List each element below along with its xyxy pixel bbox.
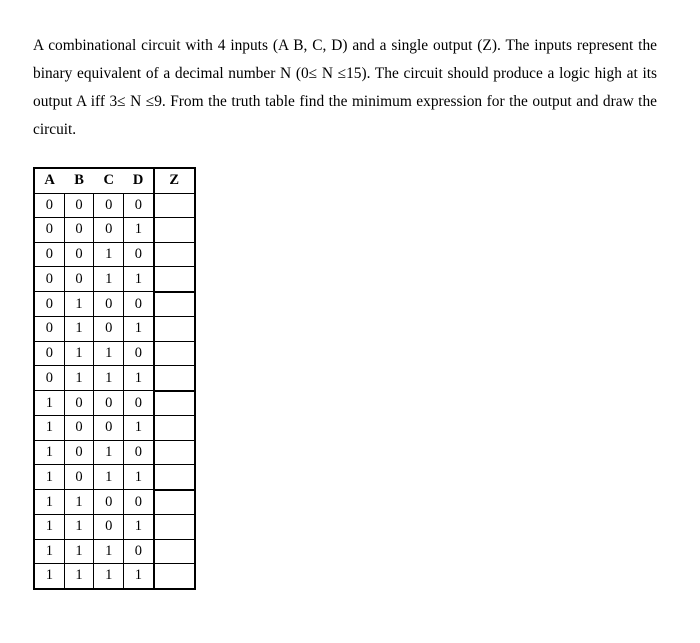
cell-z[interactable] — [154, 416, 195, 441]
truth-table-row — [34, 317, 195, 342]
cell-a: 1 — [34, 515, 64, 540]
cell-c: 0 — [94, 416, 124, 441]
cell-a: 1 — [34, 490, 64, 515]
cell-a: 0 — [34, 193, 64, 218]
cell-b: 1 — [64, 539, 94, 564]
truth-table-container — [33, 167, 196, 590]
cell-z[interactable] — [154, 292, 195, 317]
cell-a: 1 — [34, 391, 64, 416]
cell-c: 0 — [94, 317, 124, 342]
cell-b: 1 — [64, 515, 94, 540]
cell-b: 1 — [64, 292, 94, 317]
truth-table — [33, 167, 196, 590]
cell-c: 1 — [94, 440, 124, 465]
cell-d: 1 — [124, 416, 154, 441]
cell-b: 1 — [64, 366, 94, 391]
cell-z[interactable] — [154, 490, 195, 515]
cell-a: 0 — [34, 317, 64, 342]
cell-z[interactable] — [154, 465, 195, 490]
cell-c: 1 — [94, 366, 124, 391]
truth-table-header-row — [34, 168, 195, 193]
cell-z[interactable] — [154, 267, 195, 292]
cell-d: 0 — [124, 292, 154, 317]
cell-a: 1 — [34, 465, 64, 490]
cell-d: 1 — [124, 218, 154, 243]
cell-a: 0 — [34, 242, 64, 267]
cell-z[interactable] — [154, 564, 195, 589]
cell-a: 0 — [34, 341, 64, 366]
truth-table-row — [34, 515, 195, 540]
truth-table-row — [34, 242, 195, 267]
truth-table-row — [34, 218, 195, 243]
cell-c: 1 — [94, 267, 124, 292]
truth-table-row — [34, 267, 195, 292]
cell-a: 1 — [34, 539, 64, 564]
cell-c: 1 — [94, 341, 124, 366]
truth-table-row — [34, 416, 195, 441]
header-z: Z — [154, 168, 195, 193]
cell-z[interactable] — [154, 440, 195, 465]
header-c: C — [94, 168, 124, 193]
cell-b: 0 — [64, 416, 94, 441]
cell-d: 0 — [124, 193, 154, 218]
cell-d: 1 — [124, 366, 154, 391]
problem-statement: A combinational circuit with 4 inputs (A B, C, D) and a single output (Z). The inputs represent the binary equivalent of a decimal number N (0≤ N ≤15). The circuit should produce a logic high at its output A iff 3≤ N ≤9. From the truth table find the minimum expression for the output and draw the circuit. — [33, 37, 657, 138]
cell-c: 0 — [94, 218, 124, 243]
cell-z[interactable] — [154, 515, 195, 540]
cell-b: 0 — [64, 193, 94, 218]
header-b: B — [64, 168, 94, 193]
cell-z[interactable] — [154, 539, 195, 564]
cell-c: 0 — [94, 391, 124, 416]
cell-c: 0 — [94, 490, 124, 515]
cell-z[interactable] — [154, 193, 195, 218]
truth-table-body — [34, 193, 195, 589]
cell-z[interactable] — [154, 366, 195, 391]
cell-a: 1 — [34, 416, 64, 441]
cell-z[interactable] — [154, 391, 195, 416]
cell-b: 1 — [64, 564, 94, 589]
cell-c: 0 — [94, 193, 124, 218]
cell-a: 0 — [34, 218, 64, 243]
cell-b: 0 — [64, 391, 94, 416]
cell-c: 1 — [94, 564, 124, 589]
truth-table-row — [34, 292, 195, 317]
cell-a: 1 — [34, 564, 64, 589]
truth-table-row — [34, 465, 195, 490]
cell-d: 1 — [124, 515, 154, 540]
cell-b: 0 — [64, 242, 94, 267]
cell-d: 1 — [124, 564, 154, 589]
cell-c: 1 — [94, 539, 124, 564]
truth-table-row — [34, 564, 195, 589]
cell-c: 1 — [94, 242, 124, 267]
truth-table-row — [34, 193, 195, 218]
cell-a: 0 — [34, 366, 64, 391]
cell-d: 0 — [124, 242, 154, 267]
header-d: D — [124, 168, 154, 193]
truth-table-row — [34, 440, 195, 465]
cell-z[interactable] — [154, 242, 195, 267]
cell-b: 0 — [64, 267, 94, 292]
truth-table-row — [34, 539, 195, 564]
cell-a: 0 — [34, 292, 64, 317]
cell-c: 0 — [94, 515, 124, 540]
cell-d: 0 — [124, 539, 154, 564]
cell-d: 0 — [124, 440, 154, 465]
truth-table-row — [34, 366, 195, 391]
cell-d: 0 — [124, 391, 154, 416]
cell-d: 0 — [124, 490, 154, 515]
cell-z[interactable] — [154, 218, 195, 243]
cell-a: 0 — [34, 267, 64, 292]
cell-d: 0 — [124, 341, 154, 366]
cell-b: 1 — [64, 490, 94, 515]
cell-a: 1 — [34, 440, 64, 465]
cell-c: 0 — [94, 292, 124, 317]
truth-table-row — [34, 341, 195, 366]
cell-z[interactable] — [154, 341, 195, 366]
cell-b: 1 — [64, 317, 94, 342]
truth-table-row — [34, 391, 195, 416]
cell-b: 0 — [64, 218, 94, 243]
cell-d: 1 — [124, 317, 154, 342]
truth-table-row — [34, 490, 195, 515]
cell-b: 0 — [64, 440, 94, 465]
cell-b: 0 — [64, 465, 94, 490]
cell-z[interactable] — [154, 317, 195, 342]
cell-b: 1 — [64, 341, 94, 366]
cell-d: 1 — [124, 267, 154, 292]
header-a: A — [34, 168, 64, 193]
cell-c: 1 — [94, 465, 124, 490]
cell-d: 1 — [124, 465, 154, 490]
